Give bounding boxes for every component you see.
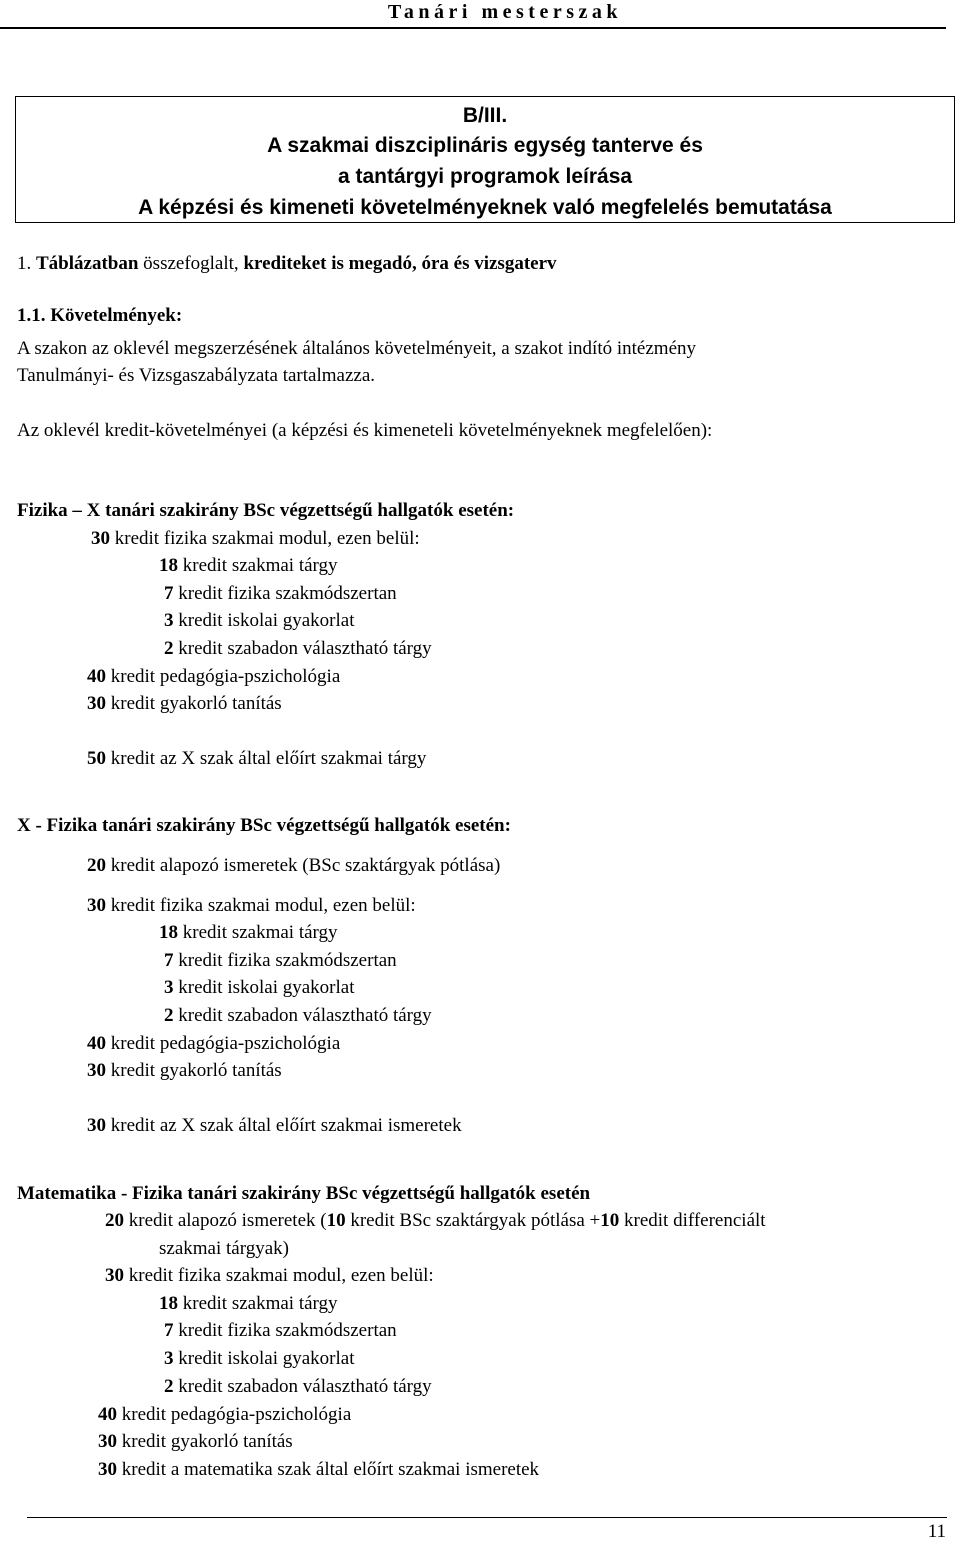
running-header	[0, 2, 960, 22]
list-item: 3 kredit iskolai gyakorlat	[164, 1348, 355, 1369]
list-item: 3 kredit iskolai gyakorlat	[164, 977, 355, 998]
list-item: 2 kredit szabadon választható tárgy	[164, 1005, 432, 1026]
list-item: 18 kredit szakmai tárgy	[159, 1293, 338, 1314]
paragraph-1-line-2: Tanulmányi- és Vizsgaszabályzata tartalmazza.	[17, 365, 376, 386]
footer-rule	[27, 1517, 947, 1518]
list-item: 18 kredit szakmai tárgy	[159, 555, 338, 576]
list-item: 18 kredit szakmai tárgy	[159, 922, 338, 943]
section-1-1-heading: 1.1. Követelmények:	[17, 305, 183, 326]
list-item: 30 kredit fizika szakmai modul, ezen belül:	[91, 528, 420, 549]
list-item: 30 kredit gyakorló tanítás	[98, 1431, 293, 1452]
list-item: 30 kredit gyakorló tanítás	[87, 693, 282, 714]
box-line-1: B/III.	[462, 104, 508, 127]
list-item: 50 kredit az X szak által előírt szakmai tárgy	[87, 748, 427, 769]
list-item: 2 kredit szabadon választható tárgy	[164, 1376, 432, 1397]
block-2-title: X - Fizika tanári szakirány BSc végzettségű hallgatók esetén:	[17, 815, 511, 836]
box-line-2: A szakmai diszciplináris egység tanterve és	[267, 134, 703, 157]
list-item: 30 kredit fizika szakmai modul, ezen belül:	[105, 1265, 434, 1286]
list-item: 30 kredit az X szak által előírt szakmai ismeretek	[87, 1115, 462, 1136]
box-line-4: A képzési és kimeneti követelményeknek való megfelelés bemutatása	[138, 196, 832, 219]
list-item: 30 kredit gyakorló tanítás	[87, 1060, 282, 1081]
list-item: 3 kredit iskolai gyakorlat	[164, 610, 355, 631]
paragraph-1-line-1: A szakon az oklevél megszerzésének általános követelményeit, a szakot indító intézmény	[17, 338, 696, 359]
box-line-3: a tantárgyi programok leírása	[337, 165, 633, 188]
section-1-heading: 1. Táblázatban összefoglalt, krediteket is megadó, óra és vizsgaterv	[17, 253, 557, 274]
list-item: 40 kredit pedagógia-pszichológia	[98, 1404, 352, 1425]
list-item: 7 kredit fizika szakmódszertan	[164, 1320, 397, 1341]
block-1-title: Fizika – X tanári szakirány BSc végzettségű hallgatók esetén:	[17, 500, 515, 521]
list-item: 20 kredit alapozó ismeretek (BSc szaktárgyak pótlása)	[87, 855, 501, 876]
list-item: 7 kredit fizika szakmódszertan	[164, 583, 397, 604]
list-item: 2 kredit szabadon választható tárgy	[164, 638, 432, 659]
running-title: Tanári mesterszak	[387, 1, 622, 23]
list-item: 30 kredit fizika szakmai modul, ezen belül:	[87, 895, 416, 916]
list-item-continuation: szakmai tárgyak)	[159, 1238, 289, 1259]
list-item: 7 kredit fizika szakmódszertan	[164, 950, 397, 971]
paragraph-2: Az oklevél kredit-követelményei (a képzési és kimeneteli követelményeknek megfelelően):	[17, 420, 713, 441]
header-rule	[0, 27, 946, 29]
list-item: 40 kredit pedagógia-pszichológia	[87, 1033, 341, 1054]
list-item: 40 kredit pedagógia-pszichológia	[87, 666, 341, 687]
list-item: 30 kredit a matematika szak által előírt szakmai ismeretek	[98, 1459, 540, 1480]
page-number: 11	[927, 1521, 946, 1542]
section-heading-box	[15, 96, 955, 223]
list-item: 20 kredit alapozó ismeretek (10 kredit BSc szaktárgyak pótlása +10 kredit differenciált	[105, 1210, 766, 1231]
block-3-title: Matematika - Fizika tanári szakirány BSc végzettségű hallgatók esetén	[17, 1183, 591, 1204]
